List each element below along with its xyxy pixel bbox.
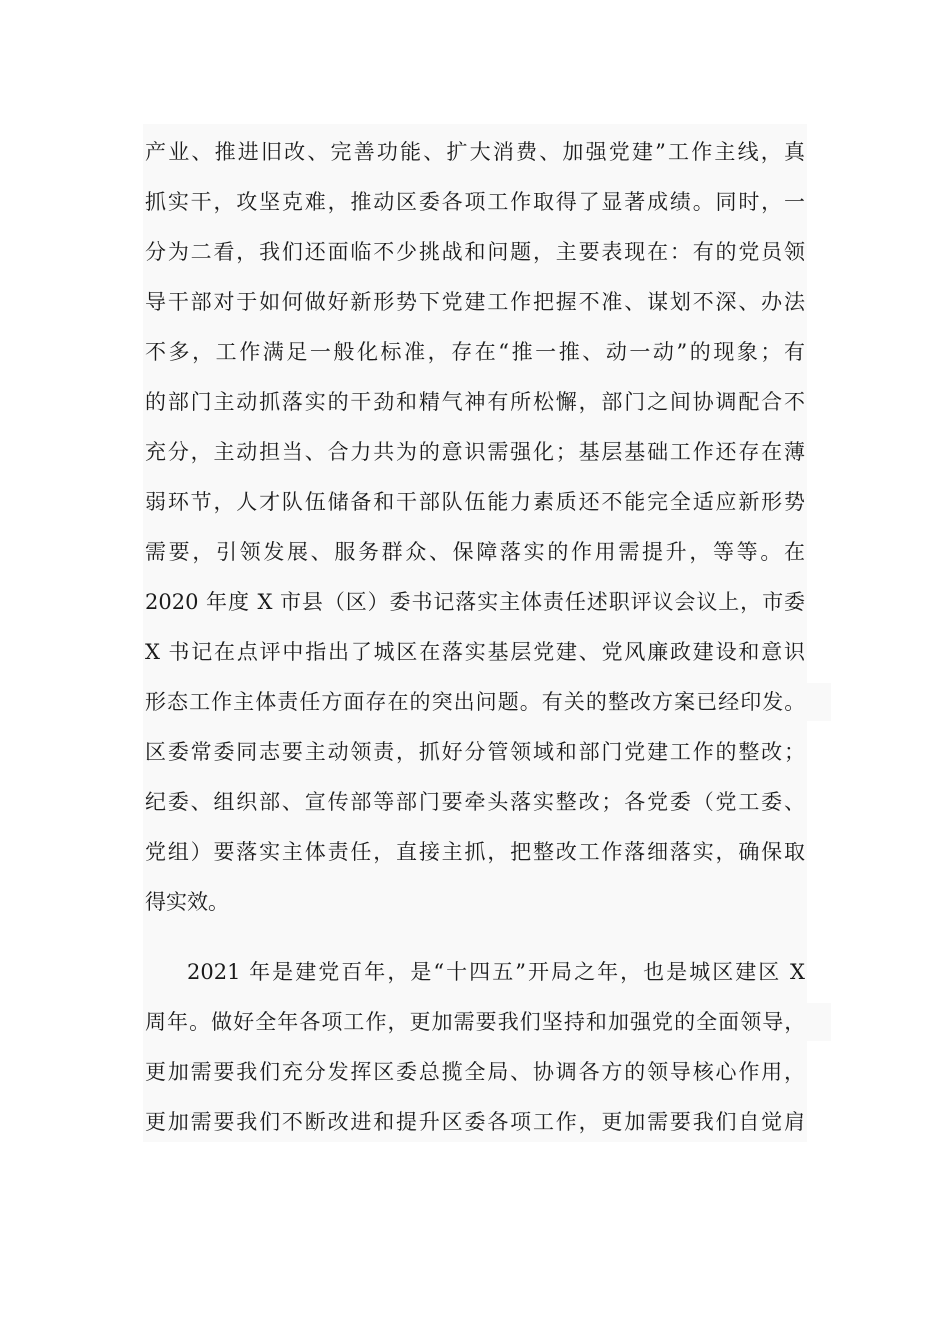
paragraph-1-line-13: 区委常委同志要主动领责，抓好分管领域和部门党建工作的整改； — [145, 740, 805, 764]
paragraph-1-line-8: 弱环节，人才队伍储备和干部队伍能力素质还不能完全适应新形势 — [145, 490, 805, 514]
paragraph-1-line-5: 不多，工作满足一般化标准，存在“推一推、动一动”的现象；有 — [145, 340, 805, 364]
paragraph-1-line-10: 2020 年度 X 市县（区）委书记落实主体责任述职评议会议上，市委 — [145, 590, 805, 614]
paragraph-1-line-16: 得实效。 — [145, 890, 229, 914]
paragraph-1-line-2: 抓实干，攻坚克难，推动区委各项工作取得了显著成绩。同时，一 — [145, 190, 805, 214]
line-overflow-shade — [807, 1003, 831, 1041]
line-overflow-shade — [807, 683, 831, 721]
paragraph-1-line-1: 产业、推进旧改、完善功能、扩大消费、加强党建”工作主线，真 — [145, 140, 805, 164]
paragraph-2-line-3: 更加需要我们充分发挥区委总揽全局、协调各方的领导核心作用， — [145, 1060, 805, 1084]
paragraph-1-line-14: 纪委、组织部、宣传部等部门要牵头落实整改；各党委（党工委、 — [145, 790, 805, 814]
paragraph-1-line-9: 需要，引领发展、服务群众、保障落实的作用需提升，等等。在 — [145, 540, 805, 564]
paragraph-2-line-4: 更加需要我们不断改进和提升区委各项工作，更加需要我们自觉肩 — [145, 1110, 805, 1134]
paragraph-1-line-4: 导干部对于如何做好新形势下党建工作把握不准、谋划不深、办法 — [145, 290, 805, 314]
paragraph-2-line-1: 2021 年是建党百年，是“十四五”开局之年，也是城区建区 X — [187, 960, 805, 984]
paragraph-1-line-6: 的部门主动抓落实的干劲和精气神有所松懈，部门之间协调配合不 — [145, 390, 805, 414]
paragraph-1-line-7: 充分，主动担当、合力共为的意识需强化；基层基础工作还存在薄 — [145, 440, 805, 464]
paragraph-1-line-3: 分为二看，我们还面临不少挑战和问题，主要表现在：有的党员领 — [145, 240, 805, 264]
paragraph-1-line-11: X 书记在点评中指出了城区在落实基层党建、党风廉政建设和意识 — [145, 640, 805, 664]
paragraph-2-line-2: 周年。做好全年各项工作，更加需要我们坚持和加强党的全面领导， — [145, 1010, 805, 1034]
paragraph-1-line-15: 党组）要落实主体责任，直接主抓，把整改工作落细落实，确保取 — [145, 840, 805, 864]
paragraph-1-line-12: 形态工作主体责任方面存在的突出问题。有关的整改方案已经印发。 — [145, 690, 805, 714]
